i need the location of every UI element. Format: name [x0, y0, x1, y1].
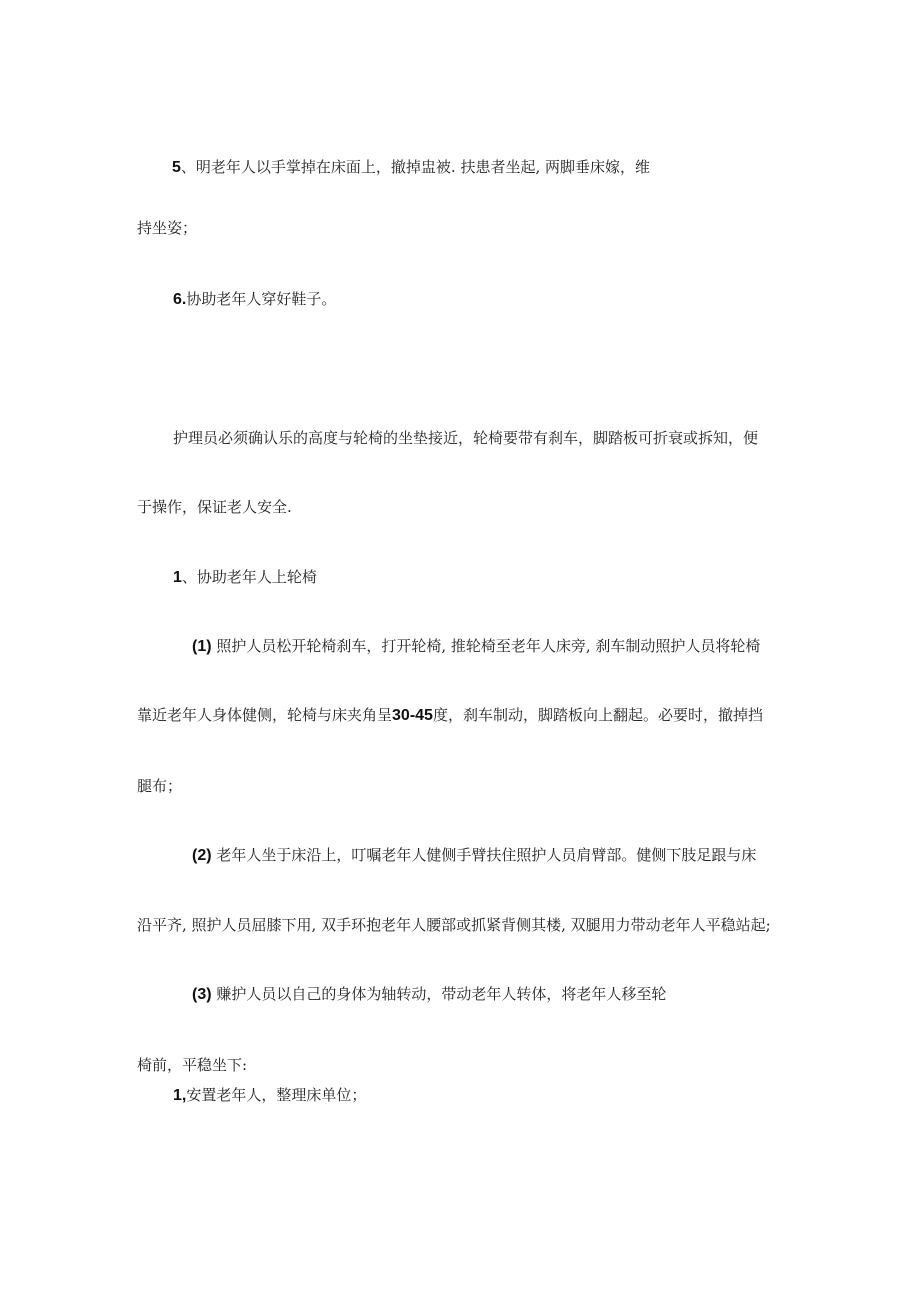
section-1-heading: [173, 567, 317, 588]
step-6-line: [173, 289, 336, 310]
substep-text: 照护人员松开轮椅刹车，打开轮椅, 推轮椅至老年人床旁, 刹车制动照护人员将轮椅: [216, 637, 761, 655]
substep-1-line-2: [137, 705, 763, 726]
substep-1-line-1: [192, 636, 760, 657]
substep-text-a: 靠近老年人身体健侧，轮椅与床夹角呈: [137, 706, 393, 724]
continuation-text: 椅前，平稳坐下:: [137, 1056, 248, 1074]
heading-text: 、协助老年人上轮椅: [181, 568, 317, 586]
angle-range: 30-45: [392, 707, 433, 724]
step-text: 、明老年人以手掌掉在床面上，撤掉盅被. 扶患者坐起, 两脚垂床嫁，维: [180, 158, 650, 176]
substep-text: 老年人坐于床沿上，叮嘱老年人健侧手臂扶住照护人员肩臂部。健侧下肢足跟与床: [216, 846, 757, 864]
final-step-line: [173, 1085, 366, 1106]
substep-text-b: 度，刹车制动，脚踏板向上翻起。必要时，撤掉挡: [432, 706, 763, 724]
step-5-line-2: [137, 218, 197, 238]
substep-1-line-3: [137, 776, 182, 796]
continuation-text: 沿平齐, 照护人员屈膝下用, 双手环抱老年人腰部或抓紧背侧其楼, 双腿用力带动老年人平稳站起;: [137, 916, 771, 934]
step-number: 1,: [173, 1087, 187, 1104]
step-text: 协助老年人穿好鞋子。: [186, 290, 337, 308]
substep-number: (3): [192, 986, 212, 1003]
paragraph-text: 护理员必须确认乐的高度与轮椅的坐垫接近，轮椅要带有刹车，脚踏板可折衰或拆知，便: [173, 429, 759, 447]
step-number: 5: [172, 159, 181, 176]
step-number: 6.: [173, 291, 187, 308]
continuation-text: 持坐姿；: [137, 219, 198, 237]
substep-2-line-1: [192, 845, 756, 866]
substep-number: (1): [192, 638, 212, 655]
continuation-text: 腿布；: [137, 777, 183, 795]
intro-paragraph-line-2: [137, 497, 292, 517]
step-5-line-1: [172, 157, 650, 178]
paragraph-text: 于操作，保证老人安全.: [137, 498, 292, 516]
step-number: 1: [173, 569, 182, 586]
intro-paragraph-line-1: [173, 428, 778, 448]
substep-text: 赚护人员以自己的身体为轴转动，带动老年人转体，将老年人移至轮: [216, 985, 667, 1003]
substep-number: (2): [192, 847, 212, 864]
step-text: 安置老年人，整理床单位；: [186, 1086, 367, 1104]
substep-3-line-2: [137, 1055, 247, 1075]
substep-3-line-1: [192, 984, 666, 1005]
substep-2-line-2: [137, 915, 771, 935]
